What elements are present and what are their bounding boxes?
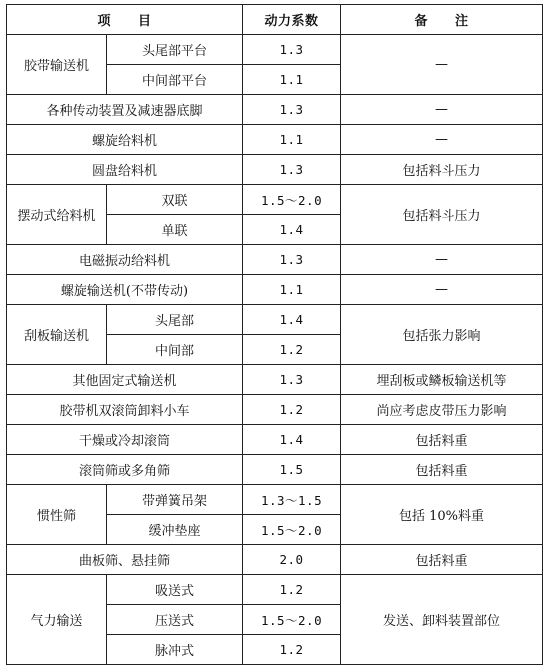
note-cell: 包括料斗压力 [341,185,543,245]
coef-value: 1.3 [243,245,341,275]
header-item: 项 目 [7,5,243,35]
item-label: 滚筒筛或多角筛 [7,455,243,485]
item-label: 电磁振动给料机 [7,245,243,275]
note-cell: — [341,245,543,275]
item-label: 螺旋给料机 [7,125,243,155]
sub-label: 单联 [107,215,243,245]
note-cell: 包括料重 [341,545,543,575]
item-label: 其他固定式输送机 [7,365,243,395]
item-label: 曲板筛、悬挂筛 [7,545,243,575]
coef-value: 1.3～1.5 [243,485,341,515]
table-row [7,485,543,515]
table-row [7,455,543,485]
sub-label: 双联 [107,185,243,215]
table-row [7,185,543,215]
coef-value: 1.3 [243,95,341,125]
note-cell: — [341,35,543,95]
coef-value: 1.2 [243,575,341,605]
group-label: 胶带输送机 [7,35,107,95]
note-cell: 包括料斗压力 [341,155,543,185]
coef-value: 1.1 [243,275,341,305]
group-label: 惯性筛 [7,485,107,545]
table-row [7,365,543,395]
table-row [7,35,543,65]
coef-value: 1.3 [243,365,341,395]
note-cell: 包括料重 [341,455,543,485]
table-row [7,125,543,155]
sub-label: 带弹簧吊架 [107,485,243,515]
header-note: 备 注 [341,5,543,35]
note-cell: 包括张力影响 [341,305,543,365]
sub-label: 缓冲垫座 [107,515,243,545]
note-cell: 埋刮板或鳞板输送机等 [341,365,543,395]
group-label: 气力输送 [7,575,107,665]
dynamic-coefficient-table [6,4,543,665]
sub-label: 中间部平台 [107,65,243,95]
coef-value: 1.3 [243,35,341,65]
coef-value: 1.4 [243,215,341,245]
sub-label: 吸送式 [107,575,243,605]
group-label: 摆动式给料机 [7,185,107,245]
item-label: 螺旋输送机(不带传动) [7,275,243,305]
sub-label: 头尾部 [107,305,243,335]
coef-value: 1.2 [243,635,341,665]
item-label: 各种传动装置及减速器底脚 [7,95,243,125]
item-label: 圆盘给料机 [7,155,243,185]
coef-value: 1.2 [243,395,341,425]
table-row [7,395,543,425]
table-row [7,95,543,125]
note-cell: — [341,125,543,155]
table-row [7,275,543,305]
coef-value: 1.5 [243,455,341,485]
note-cell: 尚应考虑皮带压力影响 [341,395,543,425]
table-row [7,155,543,185]
coef-value: 1.2 [243,335,341,365]
group-label: 刮板输送机 [7,305,107,365]
coef-value: 1.4 [243,425,341,455]
item-label: 胶带机双滚筒卸料小车 [7,395,243,425]
coef-value: 1.3 [243,155,341,185]
note-cell: 包括 10%料重 [341,485,543,545]
table-row [7,575,543,605]
table-row [7,245,543,275]
coef-value: 1.5～2.0 [243,605,341,635]
table-header-row [7,5,543,35]
note-cell: — [341,95,543,125]
coef-value: 1.5～2.0 [243,185,341,215]
sub-label: 头尾部平台 [107,35,243,65]
item-label: 干燥或冷却滚筒 [7,425,243,455]
note-cell: 包括料重 [341,425,543,455]
sub-label: 脉冲式 [107,635,243,665]
coef-value: 1.5～2.0 [243,515,341,545]
coef-value: 2.0 [243,545,341,575]
coef-value: 1.1 [243,125,341,155]
table-row [7,425,543,455]
coef-value: 1.1 [243,65,341,95]
note-cell: — [341,275,543,305]
table-row [7,305,543,335]
coef-value: 1.4 [243,305,341,335]
header-coef: 动力系数 [243,5,341,35]
sub-label: 中间部 [107,335,243,365]
table-row [7,545,543,575]
sub-label: 压送式 [107,605,243,635]
note-cell: 发送、卸料装置部位 [341,575,543,665]
